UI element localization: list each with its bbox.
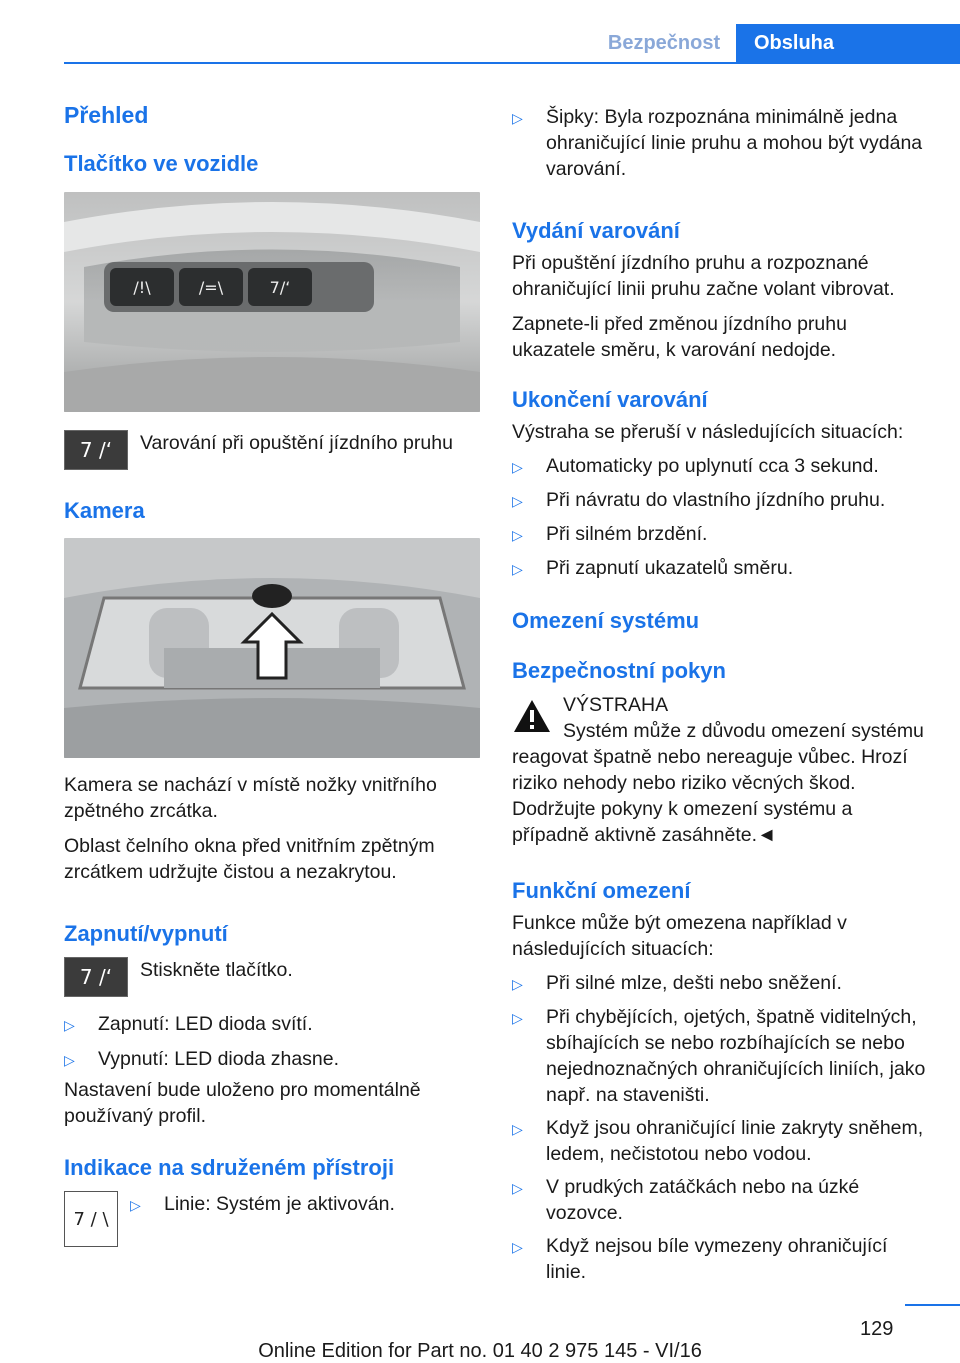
bullet-triangle-icon: ▷ (512, 1180, 523, 1196)
lane-warning-button-icon-2: 7 /‘ (64, 957, 128, 997)
zapnuti-caption: Stiskněte tlačítko. (140, 959, 293, 981)
bullet-triangle-icon: ▷ (64, 1017, 75, 1033)
bullet-text: Při silném brzdění. (546, 523, 708, 545)
bullet-triangle-icon: ▷ (64, 1052, 75, 1068)
heading-omezeni: Omezení systému (512, 608, 700, 633)
heading-kamera: Kamera (64, 498, 145, 523)
list-item (512, 555, 928, 582)
funkcni-bullet-list (512, 970, 928, 1285)
section-tab-bezpecnost[interactable]: Bezpečnost (607, 32, 721, 54)
kamera-paragraph-2: Oblast čelního okna před vnitřním zpětným zrcátkem udržujte čistou a nezakrytou. (64, 835, 435, 883)
list-item (512, 104, 928, 182)
indikace-row (64, 1191, 482, 1247)
heading-bezpecnostni: Bezpečnostní pokyn (512, 658, 726, 683)
heading-indikace: Indikace na sdruženém přístroji (64, 1155, 395, 1180)
bullet-text: Při silné mlze, dešti nebo sněžení. (546, 972, 842, 994)
bullet-text: Když jsou ohraničující linie zakryty sněhem, ledem, nečistotou nebo vodou. (546, 1117, 924, 1165)
bullet-text: Zapnutí: LED dioda svítí. (98, 1013, 313, 1035)
heading-prehled: Přehled (64, 102, 149, 128)
list-item (512, 1174, 928, 1226)
list-item (512, 1004, 928, 1108)
camera-location-image (64, 538, 480, 758)
bullet-triangle-icon: ▷ (512, 1121, 523, 1137)
funkcni-paragraph: Funkce může být omezena například v následujících situacích: (512, 912, 847, 960)
warning-block (512, 692, 928, 848)
heading-funkcni: Funkční omezení (512, 878, 691, 903)
zapnuti-paragraph: Nastavení bude uloženo pro momentálně používaný profil. (64, 1079, 421, 1127)
list-item (512, 1115, 928, 1167)
page-number: 129 (860, 1318, 894, 1340)
edition-footer: Online Edition for Part no. 01 40 2 975 145 - VI/16 (258, 1340, 702, 1362)
list-item (512, 970, 928, 997)
svg-text:/!\: /!\ (133, 278, 151, 297)
bullet-triangle-icon: ▷ (512, 1010, 523, 1026)
list-item (512, 453, 928, 480)
ukonceni-paragraph: Výstraha se přeruší v následujících situacích: (512, 421, 904, 443)
section-tab-obsluha[interactable]: Obsluha (736, 24, 960, 62)
vydani-paragraph-2: Zapnete-li před změnou jízdního pruhu ukazatele směru, k varování nedojde. (512, 313, 847, 361)
icon-caption: Varování při opuštění jízdního pruhu (140, 432, 453, 454)
bullet-text: Při chybějících, ojetých, špatně viditelných, sbíhajících se nebo rozbíhajících se nebo nejednoznačných ohraničujících liniích, jako např. na staveništi. (546, 1006, 926, 1106)
heading-zapnuti: Zapnutí/vypnutí (64, 921, 228, 946)
lane-warning-button-icon: 7 /‘ (64, 430, 128, 470)
bullet-triangle-icon: ▷ (512, 493, 523, 509)
header-rule (64, 62, 960, 64)
bullet-text: V prudkých zatáčkách nebo na úzké vozovce. (546, 1176, 860, 1224)
svg-text:/=\: /=\ (198, 278, 224, 297)
bullet-text: Vypnutí: LED dioda zhasne. (98, 1048, 340, 1070)
bullet-text: Automaticky po uplynutí cca 3 sekund. (546, 455, 879, 477)
kamera-paragraph-1: Kamera se nachází v místě nožky vnitřního zpětného zrcátka. (64, 774, 437, 822)
zapnuti-bullet-list (64, 1011, 482, 1073)
list-item (512, 487, 928, 514)
vydani-paragraph-1: Při opuštění jízdního pruhu a rozpoznané ohraničující linii pruhu začne volant vibrovat. (512, 252, 895, 300)
bullet-text: Při zapnutí ukazatelů směru. (546, 557, 794, 579)
vehicle-button-panel-image (64, 192, 480, 412)
page-header (0, 0, 960, 62)
list-item (64, 1011, 482, 1038)
bullet-triangle-icon: ▷ (130, 1197, 141, 1213)
heading-vydani: Vydání varování (512, 218, 680, 243)
footer-rule (905, 1304, 960, 1306)
warning-triangle-icon (512, 698, 552, 734)
bullet-text: Šipky: Byla rozpoznána minimálně jedna ohraničující linie pruhu a mohou být vydána varování. (546, 106, 923, 180)
list-item (130, 1191, 395, 1247)
bullet-triangle-icon: ▷ (512, 1239, 523, 1255)
bullet-triangle-icon: ▷ (512, 561, 523, 577)
list-item (512, 521, 928, 548)
list-item (64, 1046, 482, 1073)
bullet-triangle-icon: ▷ (512, 459, 523, 475)
ukonceni-bullet-list (512, 453, 928, 582)
warning-text: Systém může z důvodu omezení systému reagovat špatně nebo nereaguje vůbec. Hrozí riziko nehody nebo riziko věcných škod. Dodržujte pokyny k omezení systému a případně aktivně zasáhněte.◄ (512, 720, 924, 846)
heading-tlacitko: Tlačítko ve vozidle (64, 151, 259, 176)
bullet-triangle-icon: ▷ (512, 527, 523, 543)
warning-title: VÝSTRAHA (563, 694, 669, 716)
svg-text:7/‘: 7/‘ (269, 278, 291, 297)
bullet-text: Linie: Systém je aktivován. (164, 1193, 395, 1215)
zapnuti-caption-row (64, 957, 482, 997)
bullet-triangle-icon: ▷ (512, 110, 523, 126)
left-column (64, 96, 482, 1247)
right-column (512, 104, 928, 1285)
cluster-lines-icon: 7 / \ (64, 1191, 118, 1247)
bullet-text: Když nejsou bíle vymezeny ohraničující linie. (546, 1235, 888, 1283)
heading-ukonceni: Ukončení varování (512, 387, 708, 412)
icon-caption-row (64, 430, 482, 470)
bullet-text: Při návratu do vlastního jízdního pruhu. (546, 489, 886, 511)
bullet-triangle-icon: ▷ (512, 976, 523, 992)
list-item (512, 1233, 928, 1285)
